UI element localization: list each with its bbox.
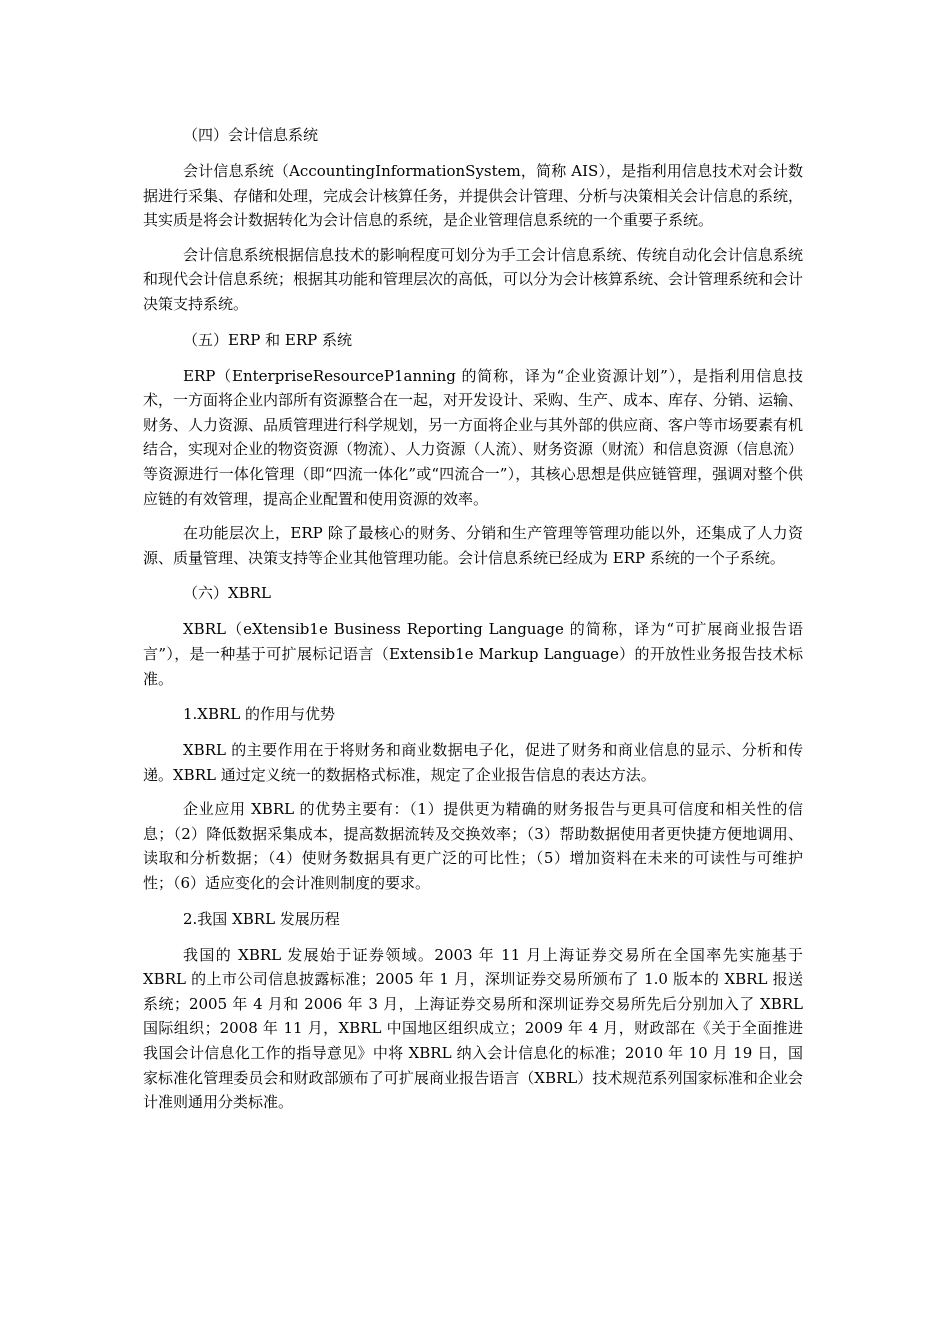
paragraph: ERP（EnterpriseResourceP1anning 的简称，译为“企业资源计划”），是指利用信息技术，一方面将企业内部所有资源整合在一起，对开发设计、采购、生产、成本、库存、分销、运输、财务、人力资源、品质管理进行科学规划，另一方面将企业与其外部的供应商、客户等市场要素有机结合，实现对企业的物资资源（物流）、人力资源（人流）、财务资源（财流）和信息资源（信息流）等资源进行一体化管理（即“四流一体化”或“四流合一”），其核心思想是供应链管理，强调对整个供应链的有效管理，提高企业配置和使用资源的效率。 xyxy=(143,366,804,508)
section-heading: （五）ERP 和 ERP 系统 xyxy=(183,330,352,349)
section-heading: （六）XBRL xyxy=(183,584,271,603)
paragraph: 企业应用 XBRL 的优势主要有：（1）提供更为精确的财务报告与更具可信度和相关性的信息；（2）降低数据采集成本，提高数据流转及交换效率；（3）帮助数据使用者更快捷方便地调用、读取和分析数据；（4）使财务数据具有更广泛的可比性；（5）增加资料在未来的可读性与可维护性；（6）适应变化的会计准则制度的要求。 xyxy=(143,800,803,893)
paragraph: 会计信息系统根据信息技术的影响程度可划分为手工会计信息系统、传统自动化会计信息系统和现代会计信息系统；根据其功能和管理层次的高低，可以分为会计核算系统、会计管理系统和会计决策支持系统。 xyxy=(143,245,804,313)
paragraph: 在功能层次上，ERP 除了最核心的财务、分销和生产管理等管理功能以外，还集成了人力资源、质量管理、决策支持等企业其他管理功能。会计信息系统已经成为 ERP 系统的一个子系统。 xyxy=(143,524,803,567)
paragraph: XBRL 的主要作用在于将财务和商业数据电子化，促进了财务和商业信息的显示、分析和传递。XBRL 通过定义统一的数据格式标准，规定了企业报告信息的表达方法。 xyxy=(143,741,803,784)
section-heading: 2.我国 XBRL 发展历程 xyxy=(183,909,340,928)
paragraph: XBRL（eXtensib1e Business Reporting Language 的简称，译为“可扩展商业报告语言”），是一种基于可扩展标记语言（Extensib1e Markup Language）的开放性业务报告技术标准。 xyxy=(143,620,803,688)
section-erp xyxy=(143,327,803,571)
document-page xyxy=(143,122,803,1125)
paragraph: 我国的 XBRL 发展始于证券领域。2003 年 11 月上海证券交易所在全国率先实施基于 XBRL 的上市公司信息披露标准；2005 年 1 月，深圳证券交易所颁布了 1.0 版本的 XBRL 报送系统；2005 年 4 月和 2006 年 3 月，上海证券交易所和深圳证券交易所先后分别加入了 XBRL 国际组织；2008 年 11 月，XBRL 中国地区组织成立；2009 年 4 月，财政部在《关于全面推进我国会计信息化工作的指导意见》中将 XBRL 纳入会计信息化的标准；2010 年 10 月 19 日，国家标准化管理委员会和财政部颁布了可扩展商业报告语言（XBRL）技术规范系列国家标准和企业会计准则通用分类标准。 xyxy=(143,945,803,1112)
section-xbrl-role xyxy=(143,701,803,896)
paragraph: 会计信息系统（AccountingInformationSystem，简称 AIS），是指利用信息技术对会计数据进行采集、存储和处理，完成会计核算任务，并提供会计管理、分析与决策相关会计信息的系统，其实质是将会计数据转化为会计信息的系统，是企业管理信息系统的一个重要子系统。 xyxy=(143,162,804,230)
section-accounting-info-system xyxy=(143,122,803,317)
section-heading: （四）会计信息系统 xyxy=(183,126,319,144)
section-xbrl xyxy=(143,580,803,691)
section-heading: 1.XBRL 的作用与优势 xyxy=(183,705,336,724)
section-xbrl-history xyxy=(143,906,803,1115)
